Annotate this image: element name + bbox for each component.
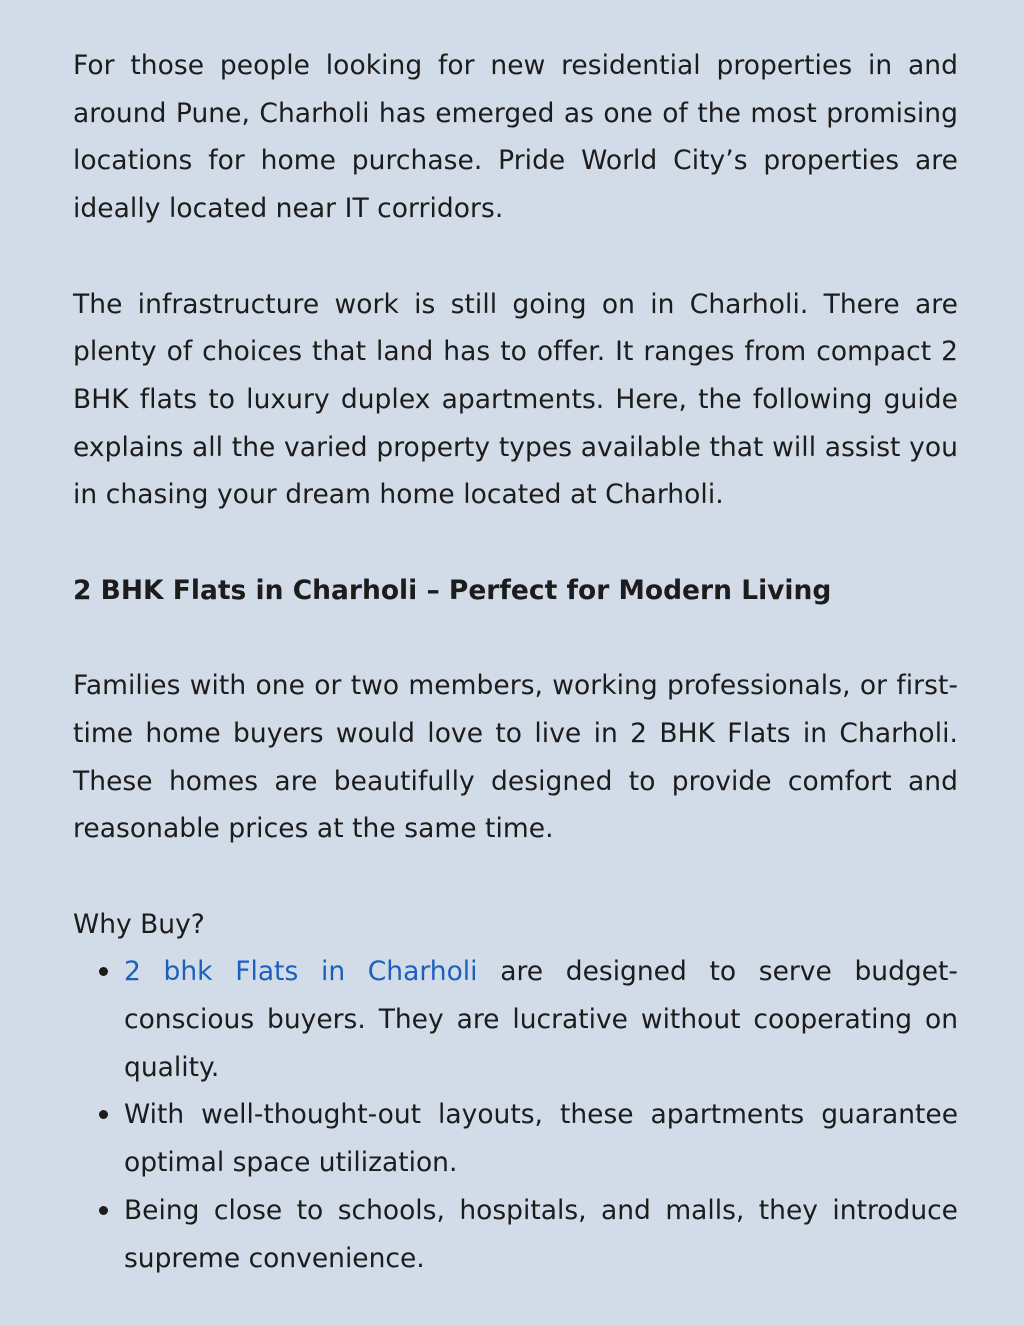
section-body-paragraph: Families with one or two members, working professionals, or first-time home buyers would love to live in 2 BHK Flats in Charholi. These homes are beautifully designed to provide comfort and reasonable prices at the same time. (73, 670, 958, 845)
why-buy-label: Why Buy? (73, 908, 205, 940)
bullet-icon (99, 1110, 108, 1119)
list-item (124, 1187, 958, 1282)
intro-paragraph: For those people looking for new residential properties in and around Pune, Charholi has emerged as one of the most promising locations for home purchase. Pride World City’s properties are ideally located near IT corridors. (73, 50, 958, 225)
list-item-text: With well-thought-out layouts, these apartments guarantee optimal space utilization. (124, 1099, 958, 1179)
benefits-list (73, 948, 958, 1282)
flats-in-charholi-link[interactable]: 2 bhk Flats in Charholi (124, 956, 478, 988)
list-item-text: are designed to serve budget-conscious buyers. They are lucrative without cooperating on quality. (124, 956, 958, 1083)
bullet-icon (99, 1206, 108, 1215)
list-item (124, 948, 958, 1091)
list-item (124, 1091, 958, 1186)
bullet-icon (99, 967, 108, 976)
list-item-text: Being close to schools, hospitals, and malls, they introduce supreme convenience. (124, 1194, 958, 1274)
infrastructure-paragraph: The infrastructure work is still going on in Charholi. There are plenty of choices that land has to offer. It ranges from compact 2 BHK flats to luxury duplex apartments. Here, the following guide explains all the varied property types available that will assist you in chasing your dream home located at Charholi. (73, 288, 958, 511)
section-heading: 2 BHK Flats in Charholi – Perfect for Modern Living (73, 574, 832, 606)
